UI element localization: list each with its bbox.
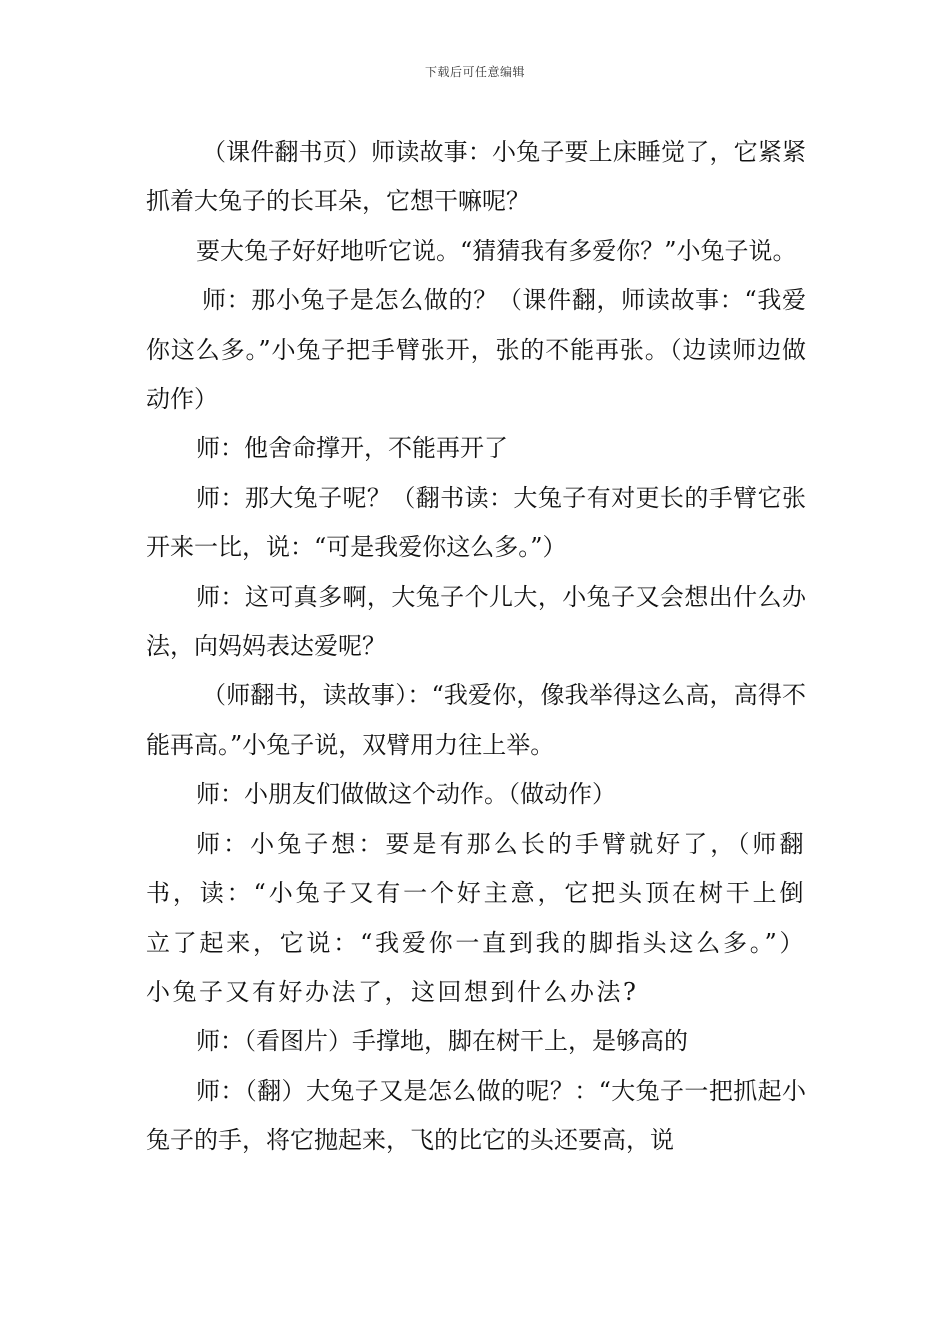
- paragraph-9: 师：小兔子想：要是有那么长的手臂就好了，（师翻书，读：“小兔子又有一个好主意，它把头顶在树干上倒立了起来，它说：“我爱你一直到我的脚指头这么多。”）小兔子又有好办法了，这回想到什么办法?: [146, 829, 806, 1006]
- paragraph-3: 师：那小兔子是怎么做的？（课件翻，师读故事：“我爱你这么多。”小兔子把手臂张开，张的不能再张。（边读师边做动作）: [146, 286, 806, 414]
- paragraph-11: 师：（翻）大兔子又是怎么做的呢？：“大兔子一把抓起小兔子的手，将它抛起来，飞的比它的头还要高，说: [146, 1076, 806, 1155]
- paragraph-2: 要大兔子好好地听它说。“猜猜我有多爱你？”小兔子说。: [196, 236, 797, 265]
- document-body: [146, 128, 806, 1166]
- paragraph-6: 师：这可真多啊，大兔子个儿大，小兔子又会想出什么办法，向妈妈表达爱呢？: [146, 582, 806, 661]
- paragraph-7: （师翻书，读故事）：“我爱你，像我举得这么高，高得不能再高。”小兔子说，双臂用力往上举。: [146, 681, 806, 759]
- paragraph-10: 师：（看图片）手撑地，脚在树干上，是够高的: [196, 1027, 688, 1056]
- paragraph-4: 师：他舍命撑开，不能再开了: [196, 434, 508, 463]
- paragraph-1: （课件翻书页）师读故事：小兔子要上床睡觉了，它紧紧抓着大兔子的长耳朵，它想干嘛呢？: [146, 138, 806, 216]
- page-header: 下载后可任意编辑: [424, 65, 525, 79]
- paragraph-5: 师：那大兔子呢？（翻书读：大兔子有对更长的手臂它张开来一比，说：“可是我爱你这么多。”）: [146, 483, 806, 562]
- paragraph-8: 师：小朋友们做做这个动作。（做动作）: [196, 780, 616, 809]
